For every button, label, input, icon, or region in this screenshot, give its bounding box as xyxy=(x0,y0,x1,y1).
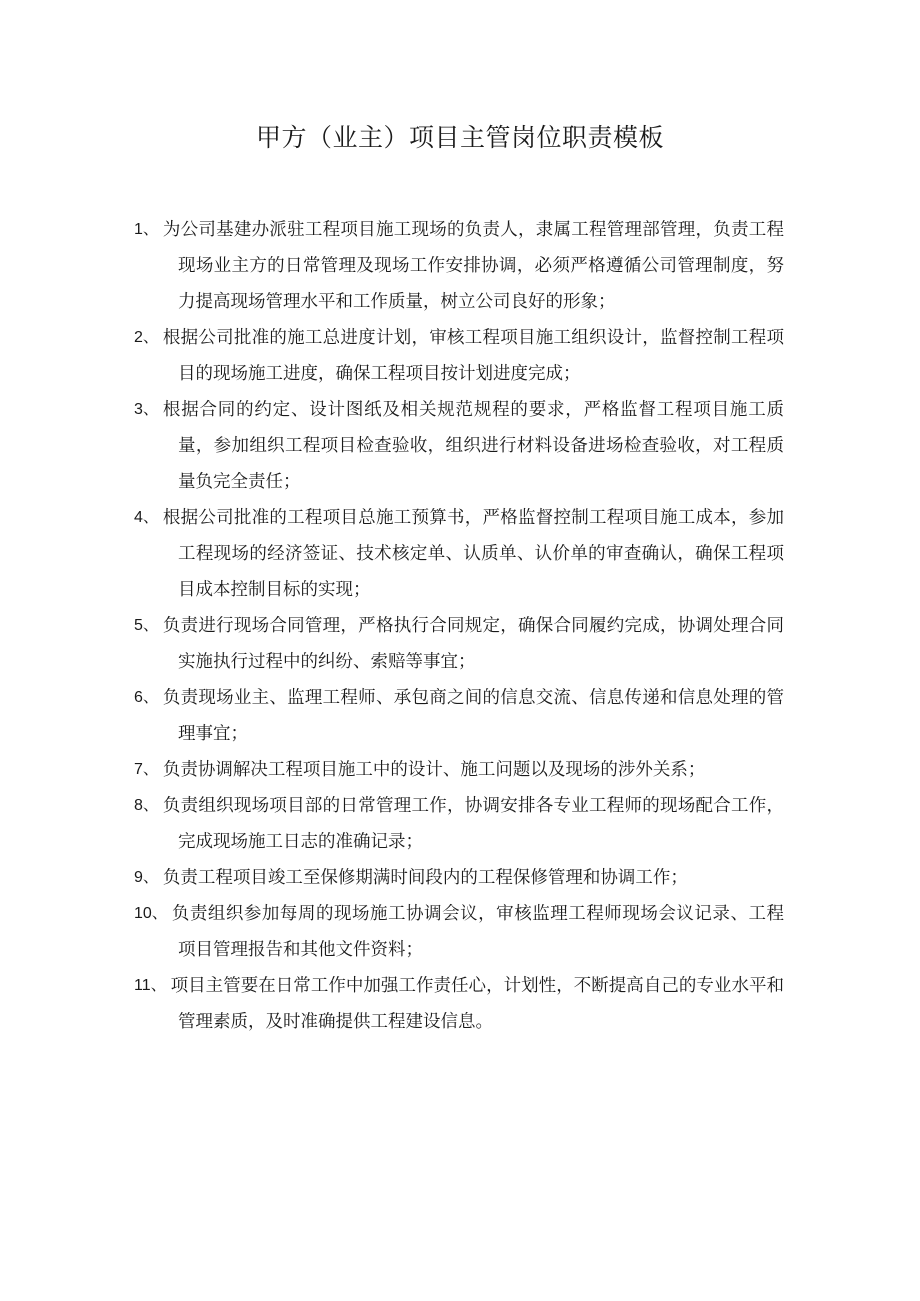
item-number: 5、 xyxy=(134,617,159,634)
item-number: 4、 xyxy=(134,509,159,526)
item-text: 根据公司批准的工程项目总施工预算书，严格监督控制工程项目施工成本，参加工程现场的经济签证、技术核定单、认质单、认价单的审查确认，确保工程项目成本控制目标的实现； xyxy=(162,508,784,600)
item-text: 为公司基建办派驻工程项目施工现场的负责人，隶属工程管理部管理，负责工程现场业主方的日常管理及现场工作安排协调，必须严格遵循公司管理制度，努力提高现场管理水平和工作质量，树立公司良好的形象； xyxy=(162,220,784,312)
list-item xyxy=(134,788,784,860)
item-text: 负责协调解决工程项目施工中的设计、施工问题以及现场的涉外关系； xyxy=(162,760,706,780)
item-text: 根据公司批准的施工总进度计划，审核工程项目施工组织设计，监督控制工程项目的现场施工进度，确保工程项目按计划进度完成； xyxy=(162,328,784,384)
item-number: 1、 xyxy=(134,221,159,238)
item-number: 11、 xyxy=(134,977,167,994)
duty-list xyxy=(134,212,784,1040)
item-text: 负责工程项目竣工至保修期满时间段内的工程保修管理和协调工作； xyxy=(162,868,688,888)
list-item xyxy=(134,608,784,680)
list-item xyxy=(134,680,784,752)
list-item xyxy=(134,320,784,392)
item-number: 7、 xyxy=(134,761,159,778)
list-item xyxy=(134,212,784,320)
item-number: 6、 xyxy=(134,689,159,706)
item-text: 负责组织参加每周的现场施工协调会议，审核监理工程师现场会议记录、工程项目管理报告和其他文件资料； xyxy=(171,904,784,960)
item-text: 负责组织现场项目部的日常管理工作，协调安排各专业工程师的现场配合工作，完成现场施工日志的准确记录； xyxy=(162,796,784,852)
item-number: 3、 xyxy=(134,401,159,418)
item-number: 9、 xyxy=(134,869,159,886)
item-text: 负责现场业主、监理工程师、承包商之间的信息交流、信息传递和信息处理的管理事宜； xyxy=(162,688,784,744)
list-item xyxy=(134,860,784,896)
list-item xyxy=(134,392,784,500)
item-number: 2、 xyxy=(134,329,159,346)
list-item xyxy=(134,968,784,1040)
list-item xyxy=(134,500,784,608)
list-item xyxy=(134,752,784,788)
item-number: 8、 xyxy=(134,797,159,814)
item-number: 10、 xyxy=(134,905,168,922)
item-text: 根据合同的约定、设计图纸及相关规范规程的要求，严格监督工程项目施工质量，参加组织工程项目检查验收，组织进行材料设备进场检查验收，对工程质量负完全责任； xyxy=(162,400,784,492)
list-item xyxy=(134,896,784,968)
document-title: 甲方（业主）项目主管岗位职责模板 xyxy=(255,123,664,152)
item-text: 负责进行现场合同管理，严格执行合同规定，确保合同履约完成，协调处理合同实施执行过程中的纠纷、索赔等事宜； xyxy=(162,616,784,672)
item-text: 项目主管要在日常工作中加强工作责任心，计划性，不断提高自己的专业水平和管理素质，及时准确提供工程建设信息。 xyxy=(170,976,784,1032)
